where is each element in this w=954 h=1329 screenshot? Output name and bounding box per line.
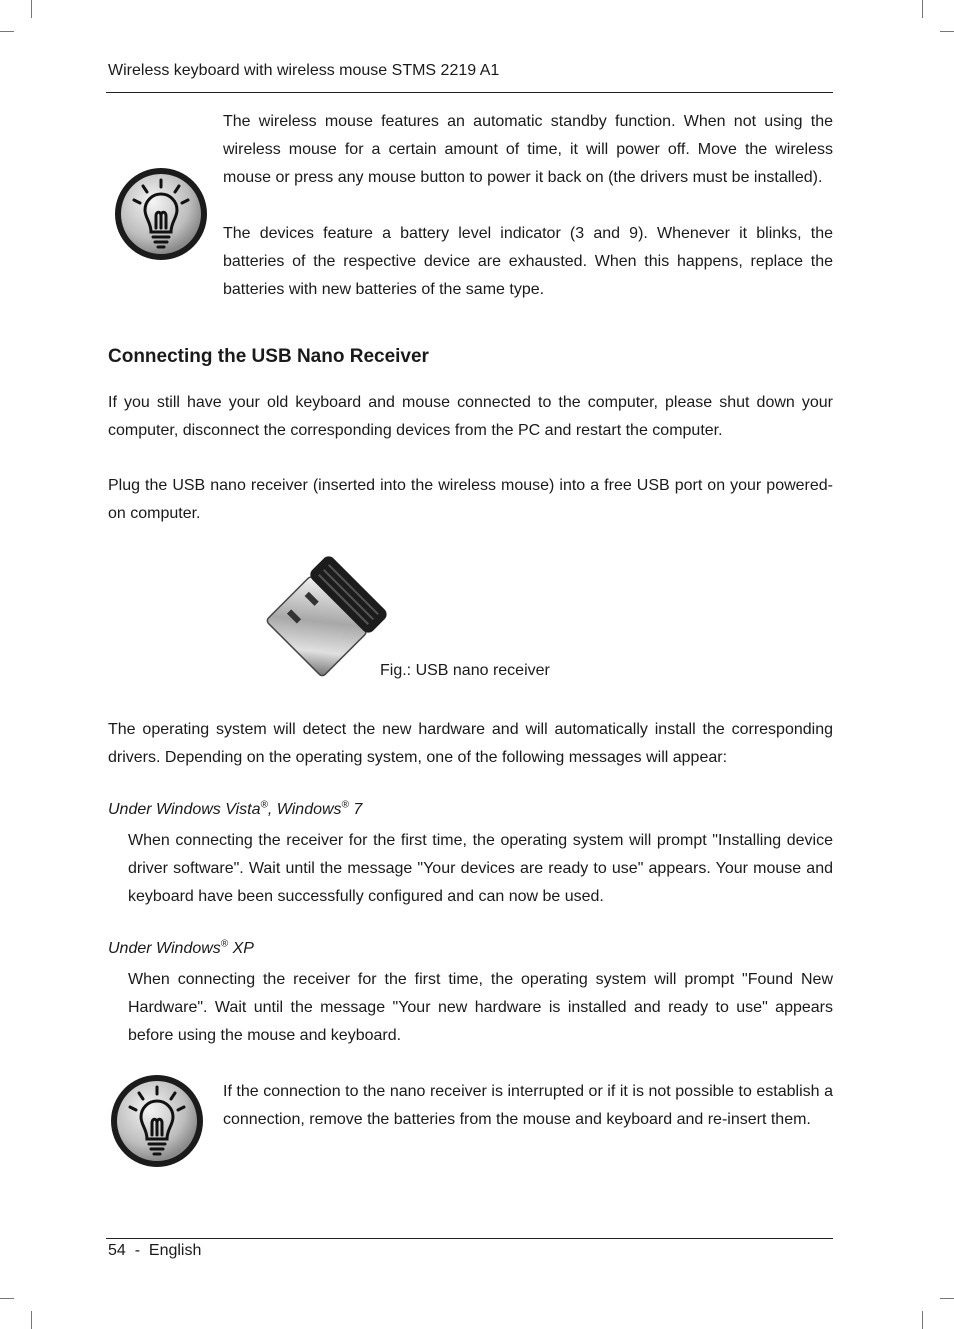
header-rule [106,92,833,93]
crop-mark [940,1298,954,1299]
lightbulb-icon [113,166,209,262]
figure-caption: Fig.: USB nano receiver [380,662,550,679]
crop-mark [0,1298,14,1299]
paragraph: Plug the USB nano receiver (inserted into the wireless mouse) into a free USB port on your powered-on computer. [108,477,833,522]
connection-note: If the connection to the nano receiver is interrupted or if it is not possible to establish a connection, remove the batteries from the mouse and keyboard and re-insert them. [223,1083,833,1128]
windows-vista-text: When connecting the receiver for the first time, the operating system will prompt "Installing device driver software". Wait until the message "Your devices are ready to use" appears. Your mouse and keyboard have been successfully configured and can now be used. [128,832,833,905]
page-footer: 54 - English [108,1242,202,1259]
windows-vista-heading: Under Windows Vista®, Windows® 7 [108,799,363,818]
crop-mark [940,31,954,32]
paragraph: The operating system will detect the new hardware and will automatically install the corresponding drivers. Depending on the operating system, one of the following messages will appear: [108,721,833,766]
footer-rule [106,1238,833,1239]
battery-note: The devices feature a battery level indicator (3 and 9). Whenever it blinks, the batteries of the respective device are exhausted. When this happens, replace the batteries with new batteries of the same type. [223,225,833,298]
crop-mark [0,31,14,32]
crop-mark [922,1311,923,1329]
crop-mark [922,0,923,18]
windows-xp-heading: Under Windows® XP [108,938,254,957]
lightbulb-icon [109,1073,205,1169]
standby-note: The wireless mouse features an automatic standby function. When not using the wireless mouse for a certain amount of time, it will power off. Move the wireless mouse or press any mouse button to power it back on (the drivers must be installed). [223,113,833,186]
page-header-title: Wireless keyboard with wireless mouse STMS 2219 A1 [108,62,500,79]
paragraph: If you still have your old keyboard and mouse connected to the computer, please shut down your computer, disconnect the corresponding devices from the PC and restart the computer. [108,394,833,439]
section-heading: Connecting the USB Nano Receiver [108,346,429,367]
crop-mark [31,0,32,18]
usb-receiver-image [258,555,388,685]
windows-xp-text: When connecting the receiver for the first time, the operating system will prompt "Found New Hardware". Wait until the message "Your new hardware is installed and ready to use" appears before using the mouse and keyboard. [128,971,833,1044]
crop-mark [31,1311,32,1329]
